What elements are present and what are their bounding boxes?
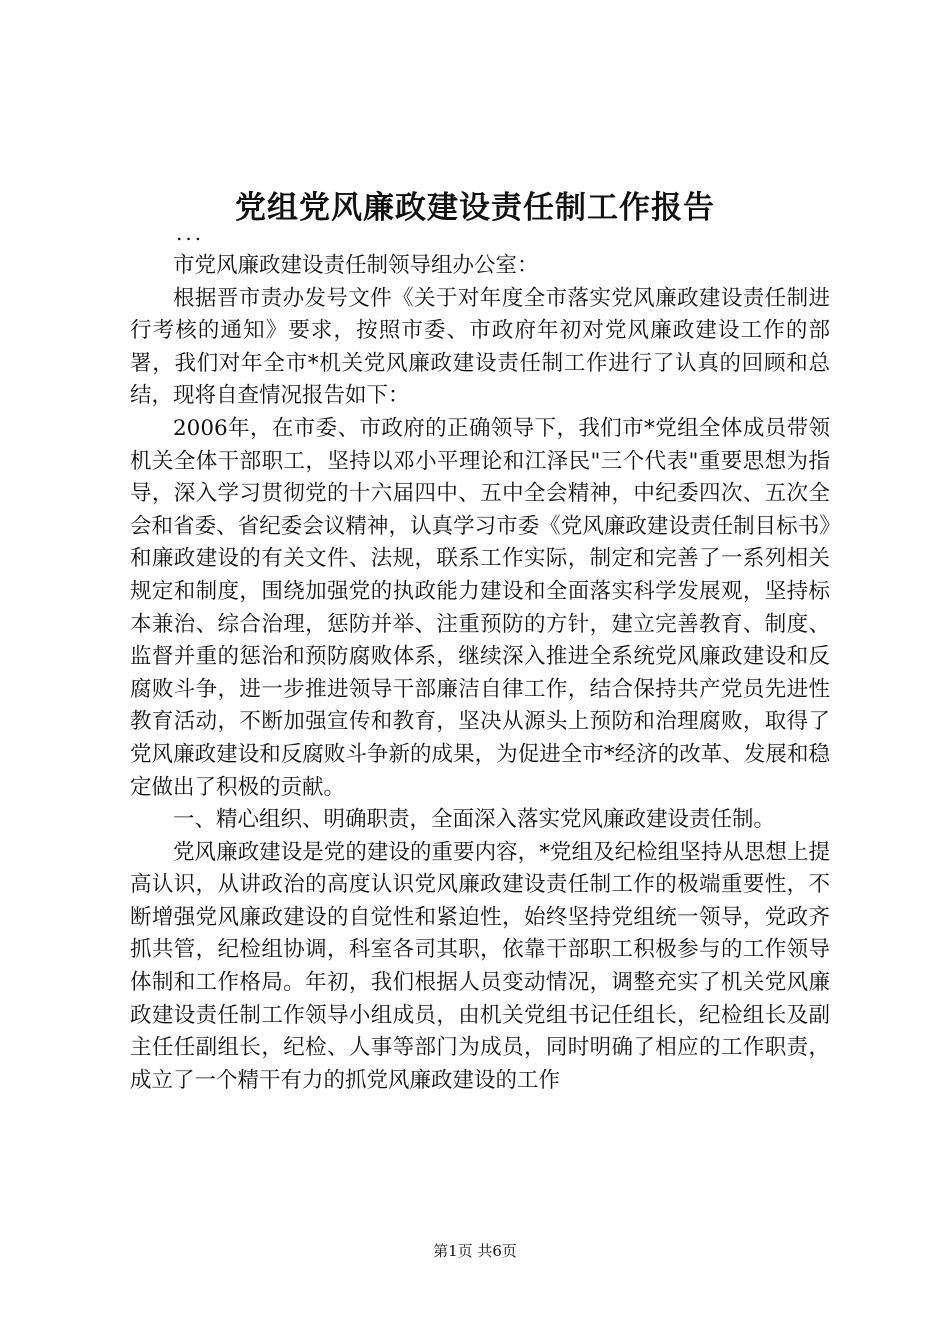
paragraph-intro: 根据晋市责办发号文件《关于对年度全市落实党风廉政建设责任制进行考核的通知》要求，按照市委、市政府年初对党风廉政建设工作的部署，我们对年全市*机关党风廉政建设责任制工作进行了认真的回顾和总结，现将自查情况报告如下：	[130, 285, 830, 409]
paragraph-addressee: 市党风廉政建设责任制领导组办公室：	[173, 253, 539, 278]
section-heading-one: 一、精心组织、明确职责，全面深入落实党风廉政建设责任制。	[173, 807, 776, 833]
paragraph-summary: 2006年，在市委、市政府的正确领导下，我们市*党组全体成员带领机关全体干部职工，坚持以邓小平理论和江泽民"三个代表"重要思想为指导，深入学习贯彻党的十六届四中、五中全会精神，中纪委四次、五次全会和省委、省纪委会议精神，认真学习市委《党风廉政建设责任制目标书》和廉政建设的有关文件、法规，联系工作实际，制定和完善了一系列相关规定和制度，围绕加强党的执政能力建设和全面落实科学发展观，坚持标本兼治、综合治理，惩防并举、注重预防的方针，建立完善教育、制度、监督并重的惩治和预防腐败体系，继续深入推进全系统党风廉政建设和反腐败斗争，进一步推进领导干部廉洁自律工作，结合保持共产党员先进性教育活动，不断加强宣传和教育，坚决从源头上预防和治理腐败，取得了党风廉政建设和反腐败斗争新的成果，为促进全市*经济的改革、发展和稳定做出了积极的贡献。	[130, 415, 830, 800]
paragraph-section-one: 党风廉政建设是党的建设的重要内容，*党组及纪检组坚持从思想上提高认识，从讲政治的高度认识党风廉政建设责任制工作的极端重要性，不断增强党风廉政建设的自觉性和紧迫性，始终坚持党组统一领导，党政齐抓共管，纪检组协调，科室各司其职，依靠干部职工积极参与的工作领导体制和工作格局。年初，我们根据人员变动情况，调整充实了机关党风廉政建设责任制工作领导小组成员，由机关党组书记任组长，纪检组长及副主任任副组长，纪检、人事等部门为成员，同时明确了相应的工作职责，成立了一个精干有力的抓党风廉政建设的工作	[130, 839, 830, 1093]
page-number-footer: 第1页 共6页	[433, 1242, 517, 1260]
document-title: 党组党风廉政建设责任制工作报告	[235, 190, 715, 226]
document-body	[130, 250, 830, 1097]
ellipsis-mark: ...	[176, 221, 205, 245]
